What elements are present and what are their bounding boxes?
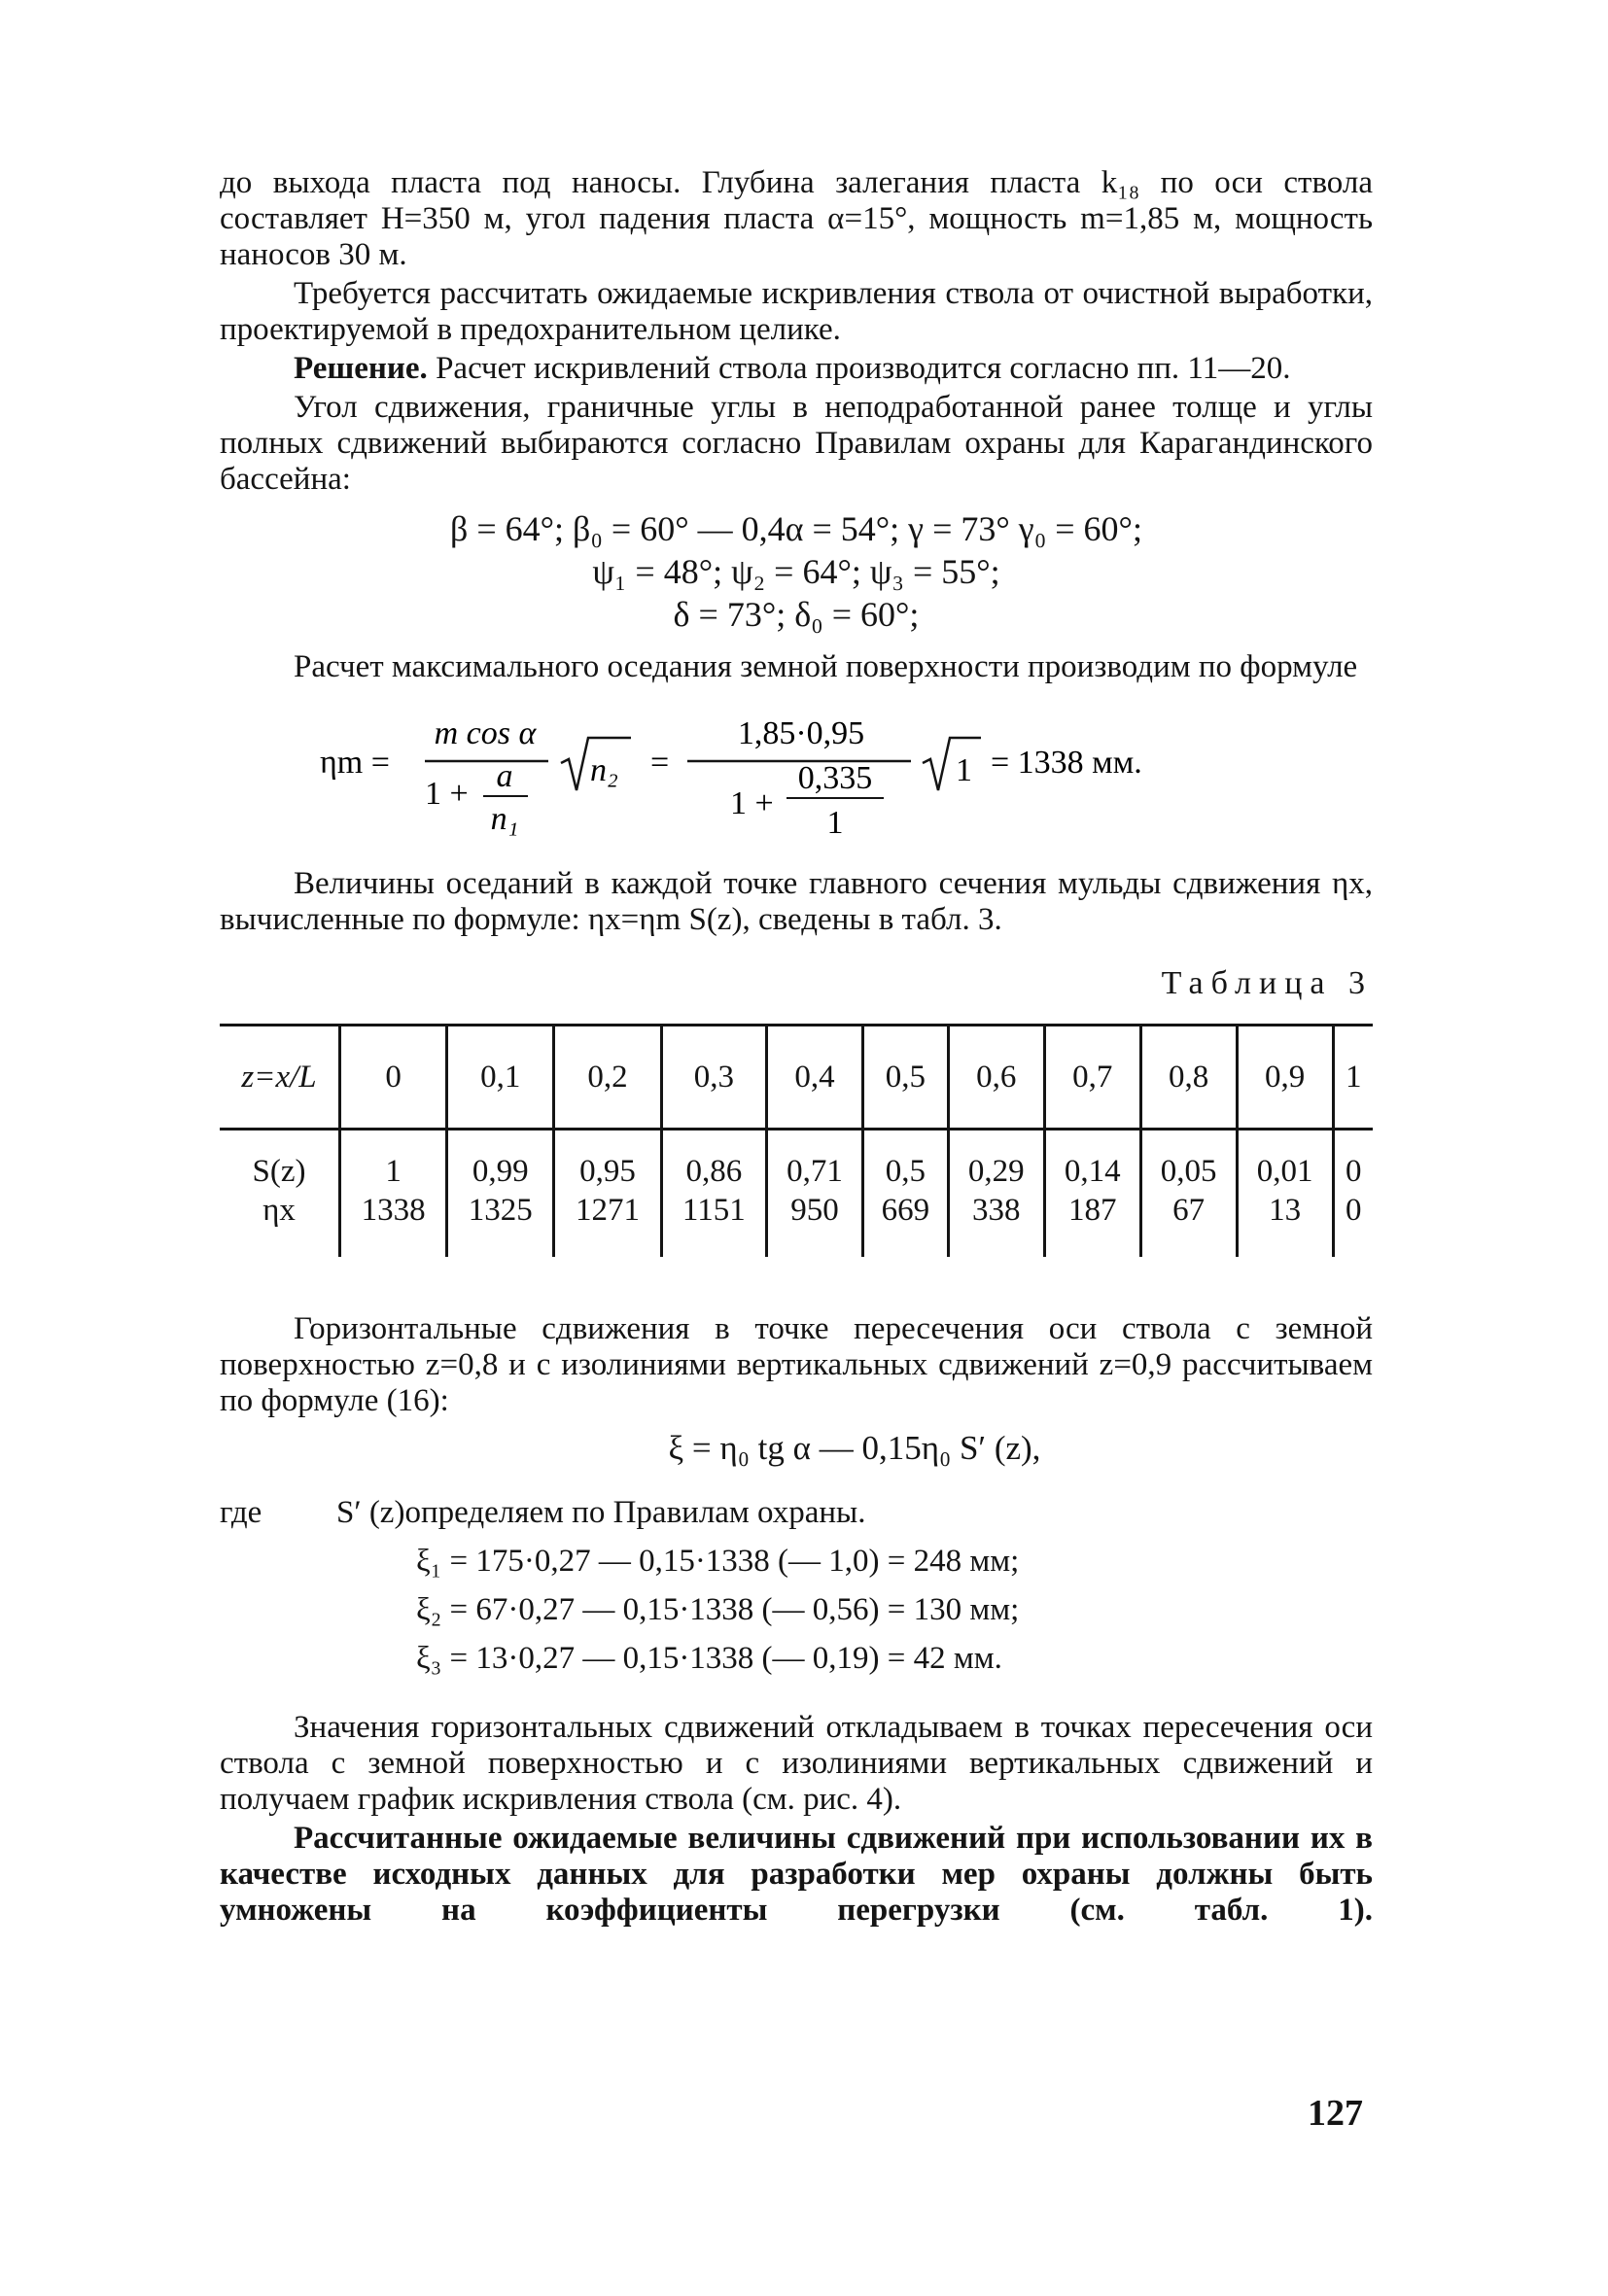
s-value-cell: 0,71 xyxy=(767,1152,863,1191)
eta-value-cell: 67 xyxy=(1140,1191,1237,1230)
table-spacer-cell xyxy=(661,1130,767,1153)
eta-den2-den: 1 xyxy=(826,805,844,841)
table-spacer-cell xyxy=(1140,1230,1237,1257)
eta-value-cell: 187 xyxy=(1044,1191,1140,1230)
xi-formula: ξ = η₀ tg α — 0,15η₀ S′ (z), xyxy=(668,1429,1041,1467)
eta-value-cell: 1271 xyxy=(554,1191,661,1230)
eta-value-cell: 1325 xyxy=(447,1191,554,1230)
row-s-label: S(z) xyxy=(252,1154,306,1189)
z-value-cell: 0,7 xyxy=(1044,1026,1140,1130)
table-spacer-cell xyxy=(863,1230,949,1257)
eta-result: = 1338 мм. xyxy=(991,745,1142,781)
where-text: S′ (z)определяем по Правилам охраны. xyxy=(336,1495,866,1530)
xi-lines xyxy=(220,1537,1373,1683)
table-spacer-cell xyxy=(1044,1130,1140,1153)
formula-eta-max xyxy=(220,707,1373,843)
eta-value-cell: 950 xyxy=(767,1191,863,1230)
z-value-cell: 0 xyxy=(339,1026,446,1130)
solution-label: Решение. xyxy=(294,351,428,386)
solution-text: Расчет искривлений ствола производится согласно пп. 11—20. xyxy=(427,351,1291,386)
eta-value-cell: 669 xyxy=(863,1191,949,1230)
paragraph-intro: до выхода пласта под наносы. Глубина залегания пласта k₁₈ по оси ствола составляет H=350 м, угол падения пласта α=15°, мощность m=1,85 м, мощность наносов 30 м. xyxy=(220,165,1373,272)
table-spacer-cell xyxy=(863,1130,949,1153)
table-spacer-cell xyxy=(1140,1130,1237,1153)
table-spacer-cell xyxy=(767,1230,863,1257)
sqrt-sign-2 xyxy=(923,738,981,790)
z-value-cell: 0,1 xyxy=(447,1026,554,1130)
paragraph-overload: Рассчитанные ожидаемые величины сдвижений при использовании их в качестве исходных данных для разработки мер охраны должны быть умножены на коэффициенты перегрузки (см. табл. 1). xyxy=(220,1821,1373,1928)
z-value-cell: 0,5 xyxy=(863,1026,949,1130)
xi-line-1: ξ₁ = 175·0,27 — 0,15·1338 (— 1,0) = 248 мм; xyxy=(416,1544,1020,1579)
page-content xyxy=(220,165,1373,1965)
eta-den1-num: a xyxy=(496,758,513,794)
paragraph-angles-intro: Угол сдвижения, граничные углы в неподработанной ранее толще и углы полных сдвижений выбираются согласно Правилам охраны для Карагандинского бассейна: xyxy=(220,390,1373,497)
paragraph-horizontal-values: Значения горизонтальных сдвижений откладываем в точках пересечения оси ствола с земной поверхностью и с изолиниями вертикальных сдвижений и получаем график искривления ствола (см. рис. 4). xyxy=(220,1710,1373,1817)
table-spacer-cell xyxy=(447,1130,554,1153)
z-value-cell: 0,3 xyxy=(661,1026,767,1130)
table-spacer-cell xyxy=(767,1130,863,1153)
eta-value-cell: 1338 xyxy=(339,1191,446,1230)
s-value-cell: 0,05 xyxy=(1140,1152,1237,1191)
eta-sqrt2: 1 xyxy=(956,752,972,788)
eta-den2-prefix: 1 + xyxy=(730,785,774,821)
eta-den2-num: 0,335 xyxy=(797,760,873,796)
z-value-cell: 0,4 xyxy=(767,1026,863,1130)
s-value-cell: 0,01 xyxy=(1237,1152,1333,1191)
table-spacer-cell xyxy=(948,1130,1044,1153)
xi-line-2: ξ₂ = 67·0,27 — 0,15·1338 (— 0,56) = 130 мм; xyxy=(416,1592,1020,1627)
formula-eta-svg xyxy=(310,707,1282,843)
table-spacer-cell xyxy=(661,1230,767,1257)
table-spacer-cell xyxy=(339,1230,446,1257)
page-number: 127 xyxy=(1308,2093,1363,2134)
z-value-cell: 0,8 xyxy=(1140,1026,1237,1130)
s-value-cell: 0,95 xyxy=(554,1152,661,1191)
where-label: где xyxy=(220,1495,262,1530)
angles-block xyxy=(220,507,1373,636)
table-spacer-cell xyxy=(1333,1230,1373,1257)
table-spacer-cell xyxy=(554,1130,661,1153)
table-spacer-cell xyxy=(1237,1130,1333,1153)
table-spacer-cell xyxy=(554,1230,661,1257)
eta-den1-prefix: 1 + xyxy=(425,776,469,812)
paragraph-solution xyxy=(220,351,1373,387)
s-value-cell: 0,5 xyxy=(863,1152,949,1191)
angles-line-2: ψ₁ = 48°; ψ₂ = 64°; ψ₃ = 55°; xyxy=(592,552,1000,591)
paragraph-task: Требуется рассчитать ожидаемые искривления ствола от очистной выработки, проектируемой в предохранительном целике. xyxy=(220,276,1373,347)
paragraph-subsidence-values: Величины оседаний в каждой точке главного сечения мульды сдвижения ηx, вычисленные по формуле: ηx=ηm S(z), сведены в табл. 3. xyxy=(220,866,1373,937)
eta-num2: 1,85·0,95 xyxy=(737,715,865,751)
eta-sqrt1: n₂ xyxy=(590,752,618,788)
row-eta-label: ηx xyxy=(262,1193,296,1228)
z-value-cell: 0,6 xyxy=(948,1026,1044,1130)
angles-line-3: δ = 73°; δ₀ = 60°; xyxy=(673,595,920,634)
xi-line-3: ξ₃ = 13·0,27 — 0,15·1338 (— 0,19) = 42 мм. xyxy=(416,1641,1002,1676)
s-value-cell: 0,86 xyxy=(661,1152,767,1191)
table-spacer-cell xyxy=(447,1230,554,1257)
table-spacer-cell xyxy=(339,1130,446,1153)
eta-eq: = xyxy=(650,745,670,781)
where-row xyxy=(220,1495,1373,1531)
table-spacer-cell xyxy=(1333,1130,1373,1153)
s-value-cell: 0,14 xyxy=(1044,1152,1140,1191)
eta-lhs: ηm = xyxy=(320,745,390,781)
table-caption: Таблица 3 xyxy=(1161,965,1373,1001)
eta-value-cell: 338 xyxy=(948,1191,1044,1230)
table-spacer-cell xyxy=(948,1230,1044,1257)
angles-line-1: β = 64°; β₀ = 60° — 0,4α = 54°; γ = 73° γ₀ = 60°; xyxy=(450,509,1142,548)
eta-value-cell: 0 xyxy=(1333,1191,1373,1230)
table-spacer-cell xyxy=(1044,1230,1140,1257)
s-value-cell: 1 xyxy=(339,1152,446,1191)
eta-den1-den: n₁ xyxy=(490,801,519,837)
s-value-cell: 0,99 xyxy=(447,1152,554,1191)
eta-value-cell: 1151 xyxy=(661,1191,767,1230)
header-z-label: z=x/L xyxy=(220,1026,339,1130)
eta-value-cell: 13 xyxy=(1237,1191,1333,1230)
table-spacer-cell xyxy=(1237,1230,1333,1257)
z-value-cell: 0,9 xyxy=(1237,1026,1333,1130)
z-value-cell: 0,2 xyxy=(554,1026,661,1130)
table-3 xyxy=(220,1024,1373,1257)
s-value-cell: 0,29 xyxy=(948,1152,1044,1191)
paragraph-horizontal: Горизонтальные сдвижения в точке пересечения оси ствола с земной поверхностью z=0,8 и с изолиниями вертикальных сдвижений z=0,9 рассчитываем по формуле (16): xyxy=(220,1311,1373,1418)
s-value-cell: 0 xyxy=(1333,1152,1373,1191)
eta-num1: m cos α xyxy=(434,715,537,751)
paragraph-max-subsidence: Расчет максимального оседания земной поверхности производим по формуле xyxy=(294,649,1358,684)
z-value-cell: 1 xyxy=(1333,1026,1373,1130)
